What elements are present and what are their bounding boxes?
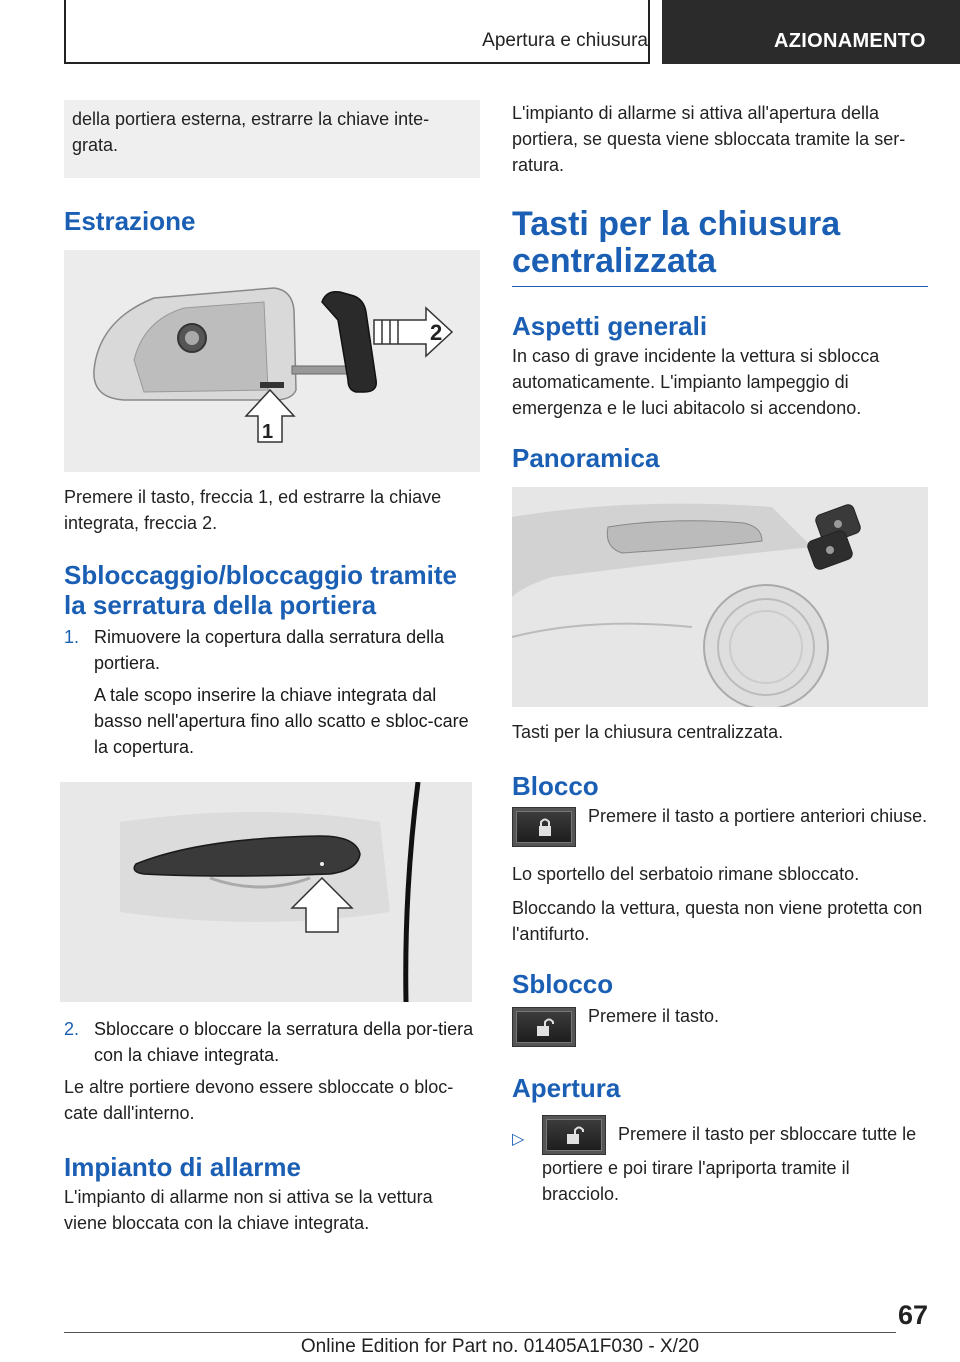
- key-extraction-illustration: [64, 250, 480, 472]
- heading-sbloccaggio-serratura: Sbloccaggio/bloccaggio tramite la serratura della portiera: [64, 560, 457, 620]
- step-1-text: Rimuovere la copertura dalla serratura della portiera.: [94, 627, 445, 673]
- page-number: 67: [897, 1300, 928, 1330]
- arrow-1-label: 1: [262, 421, 274, 443]
- lock-button-image: [512, 807, 576, 847]
- step-2: [64, 1016, 480, 1068]
- blocco-text: Premere il tasto a portiere anteriori chiuse.: [588, 806, 928, 826]
- door-panel-image: [512, 487, 928, 707]
- paragraph-allarme-cont: L'impianto di allarme si attiva all'apertura della portiera, se questa viene sbloccata tramite la ser-ratura.: [512, 103, 906, 175]
- steps-list-2: [64, 1016, 480, 1068]
- sblocco-row: [512, 1007, 928, 1047]
- bullet-icon: ▷: [512, 1131, 525, 1148]
- lock-icon: [517, 812, 573, 844]
- key-extraction-image: [64, 250, 480, 472]
- caption-panoramica: Tasti per la chiusura centralizzata.: [512, 722, 784, 742]
- header-section-title: Apertura e chiusura: [482, 30, 648, 51]
- caption-estrazione: Premere il tasto, freccia 1, ed estrarre la chiave integrata, freccia 2.: [64, 487, 442, 533]
- heading-apertura: Apertura: [512, 1073, 621, 1103]
- unlock-button-image: [512, 1007, 576, 1047]
- header-left-rule: [64, 0, 66, 64]
- step-1-number: 1.: [64, 627, 80, 647]
- apertura-text-content: Premere il tasto per sbloccare tutte le portiere e poi tirare l'apriporta tramite il bracciolo.: [542, 1123, 917, 1204]
- door-handle-illustration: [60, 782, 472, 1002]
- unlock-icon: [517, 1012, 573, 1044]
- header-chapter-tab: AZIONAMENTO: [662, 0, 960, 64]
- paragraph-allarme: L'impianto di allarme non si attiva se la vettura viene bloccata con la chiave integrata.: [64, 1187, 433, 1233]
- step-1-subtext: A tale scopo inserire la chiave integrata dal basso nell'apertura fino allo scatto e sbloc-care la copertura.: [94, 685, 469, 757]
- paragraph-aspetti-generali: In caso di grave incidente la vettura si sblocca automaticamente. L'impianto lampeggio di emergenza e le luci abitacolo si accendono.: [512, 346, 880, 418]
- apertura-unlock-button-image: [542, 1115, 606, 1155]
- blocco-row: [512, 807, 928, 847]
- heading-blocco: Blocco: [512, 771, 599, 801]
- paragraph-serbatoio: Lo sportello del serbatoio rimane sbloccato.: [512, 864, 860, 884]
- sblocco-text: Premere il tasto.: [588, 1006, 720, 1026]
- step-2-text: Sbloccare o bloccare la serratura della por-tiera con la chiave integrata.: [94, 1019, 474, 1065]
- steps-list: [64, 624, 480, 760]
- door-panel-illustration: [512, 487, 928, 707]
- heading-panoramica: Panoramica: [512, 443, 660, 473]
- left-column: [64, 100, 480, 1236]
- arrow-2-label: 2: [430, 320, 443, 345]
- apertura-text: [542, 1115, 928, 1207]
- paragraph-altre-portiere: Le altre portiere devono essere sbloccate o bloc-cate dall'interno.: [64, 1077, 454, 1123]
- apertura-item: [512, 1115, 928, 1207]
- step-1: [64, 624, 480, 760]
- header-divider: [648, 0, 650, 64]
- unlock-icon: [547, 1120, 603, 1152]
- right-column: [512, 100, 928, 1207]
- heading-impianto-allarme: Impianto di allarme: [64, 1152, 301, 1182]
- footer-edition: Online Edition for Part no. 01405A1F030 - X/20: [300, 1336, 700, 1357]
- header-bottom-rule: [64, 62, 650, 64]
- main-title-wrap: [512, 206, 928, 287]
- note-box: della portiera esterna, estrarre la chiave inte-grata.: [64, 100, 480, 178]
- heading-estrazione: Estrazione: [64, 206, 196, 236]
- main-title: Tasti per la chiusura centralizzata: [512, 205, 841, 280]
- heading-sblocco: Sblocco: [512, 969, 614, 999]
- door-handle-image: [60, 782, 472, 1002]
- step-2-number: 2.: [64, 1019, 80, 1039]
- paragraph-antifurto: Bloccando la vettura, questa non viene protetta con l'antifurto.: [512, 898, 923, 944]
- heading-aspetti-generali: Aspetti generali: [512, 311, 708, 341]
- footer-rule: [64, 1332, 896, 1333]
